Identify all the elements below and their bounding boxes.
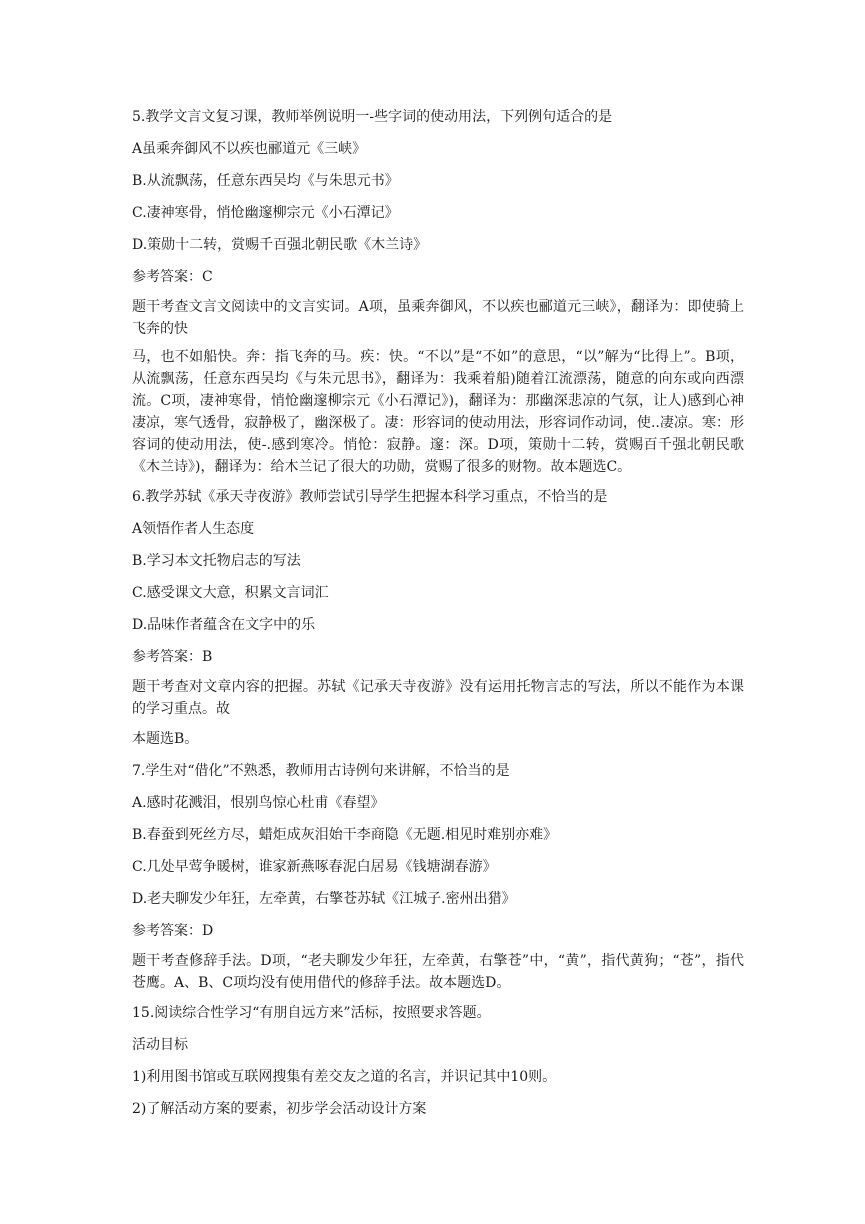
- question-7-answer: 参考答案：D: [132, 923, 214, 939]
- question-6-explanation-part2: 本题选B。: [132, 731, 199, 747]
- document-content: [132, 104, 744, 1122]
- question-6-answer: 参考答案：B: [132, 649, 213, 665]
- question-5-answer: 参考答案：C: [132, 269, 213, 285]
- question-7-explanation: 题干考查修辞手法。D项，“老夫聊发少年狂，左牵黄，右擎苍”中，“黄”，指代黄狗；“苍”，指代苍鹰。A、B、C项均没有使用借代的修辞手法。故本题选D。: [132, 953, 744, 991]
- question-6-option-a: A领悟作者人生态度: [132, 521, 255, 537]
- question-5-option-d: D.策勋十二转，赏赐千百强北朝民歌《木兰诗》: [132, 237, 428, 253]
- question-6-option-b: B.学习本文托物启志的写法: [132, 553, 301, 569]
- question-5-stem: 5.教学文言文复习课，教师举例说明一-些字词的使动用法，下列例句适合的是: [132, 109, 613, 125]
- question-5-option-a: A虽乘奔御风不以疾也郦道元《三峡》: [132, 141, 367, 157]
- question-5-option-b: B.从流飘荡，任意东西吴均《与朱思元书》: [132, 173, 399, 189]
- question-5-explanation-part1: 题干考查文言文阅读中的文言实词。A项，虽乘奔御风，不以疾也郦道元三峡》，翻译为：即使骑上飞奔的快: [132, 299, 744, 337]
- question-15-section-title: 活动目标: [132, 1037, 188, 1053]
- question-7-option-a: A.感时花溅泪，恨别鸟惊心杜甫《春望》: [132, 795, 385, 811]
- question-7-option-b: B.春蚕到死丝方尽，蜡炬成灰泪始干李商隐《无题.相见时难别亦难》: [132, 827, 558, 843]
- question-6-option-c: C.感受课文大意，积累文言词汇: [132, 585, 329, 601]
- question-15-item-1: 1)利用图书馆或互联网搜集有差交友之道的名言，并识记其中10则。: [132, 1069, 557, 1085]
- question-15-stem: 15.阅读综合性学习“有朋自远方来”活标，按照要求答题。: [132, 1005, 491, 1021]
- question-6-stem: 6.教学苏轼《承天寺夜游》教师尝试引导学生把握本科学习重点，不恰当的是: [132, 489, 608, 505]
- question-7-stem: 7.学生对“借化”不熟悉，教师用古诗例句来讲解，不恰当的是: [132, 763, 510, 779]
- question-7-option-c: C.几处早莺争暖树，谁家新燕啄春泥白居易《钱塘湖春游》: [132, 859, 497, 875]
- question-6-explanation-part1: 题干考查对文章内容的把握。苏轼《记承天寺夜游》没有运用托物言志的写法，所以不能作为本课的学习重点。故: [132, 679, 744, 717]
- question-5-explanation-part2: 马，也不如船快。奔：指飞奔的马。疾：快。“不以”是“不如”的意思，“以”解为“比得上”。B项，从流飘荡，任意东西吴均《与朱元思书》，翻译为：我乘着船)随着江流漂荡，随意的向东或向西漂流。C项，凄神寒骨，悄怆幽邃柳宗元《小石潭记》)，翻译为：那幽深悲凉的气氛，让人)感到心神凄凉，寒气透骨，寂静极了，幽深极了。凄：形容词的使动用法，形容词作动词，使..凄凉。寒：形容词的使动用法，使-.感到寒冷。悄怆：寂静。邃：深。D项，策勋十二转，赏赐百千强北朝民歌《木兰诗》)，翻译为：给木兰记了很大的功勋，赏赐了很多的财物。故本题选C。: [132, 349, 744, 475]
- question-15-item-2: 2)了解活动方案的要素，初步学会活动设计方案: [132, 1101, 427, 1117]
- question-5-option-c: C.凄神寒骨，悄怆幽邃柳宗元《小石潭记》: [132, 205, 399, 221]
- question-6-option-d: D.品味作者蕴含在文字中的乐: [132, 617, 316, 633]
- question-7-option-d: D.老夫聊发少年狂，左牵黄，右擎苍苏轼《江城子.密州出猎》: [132, 891, 516, 907]
